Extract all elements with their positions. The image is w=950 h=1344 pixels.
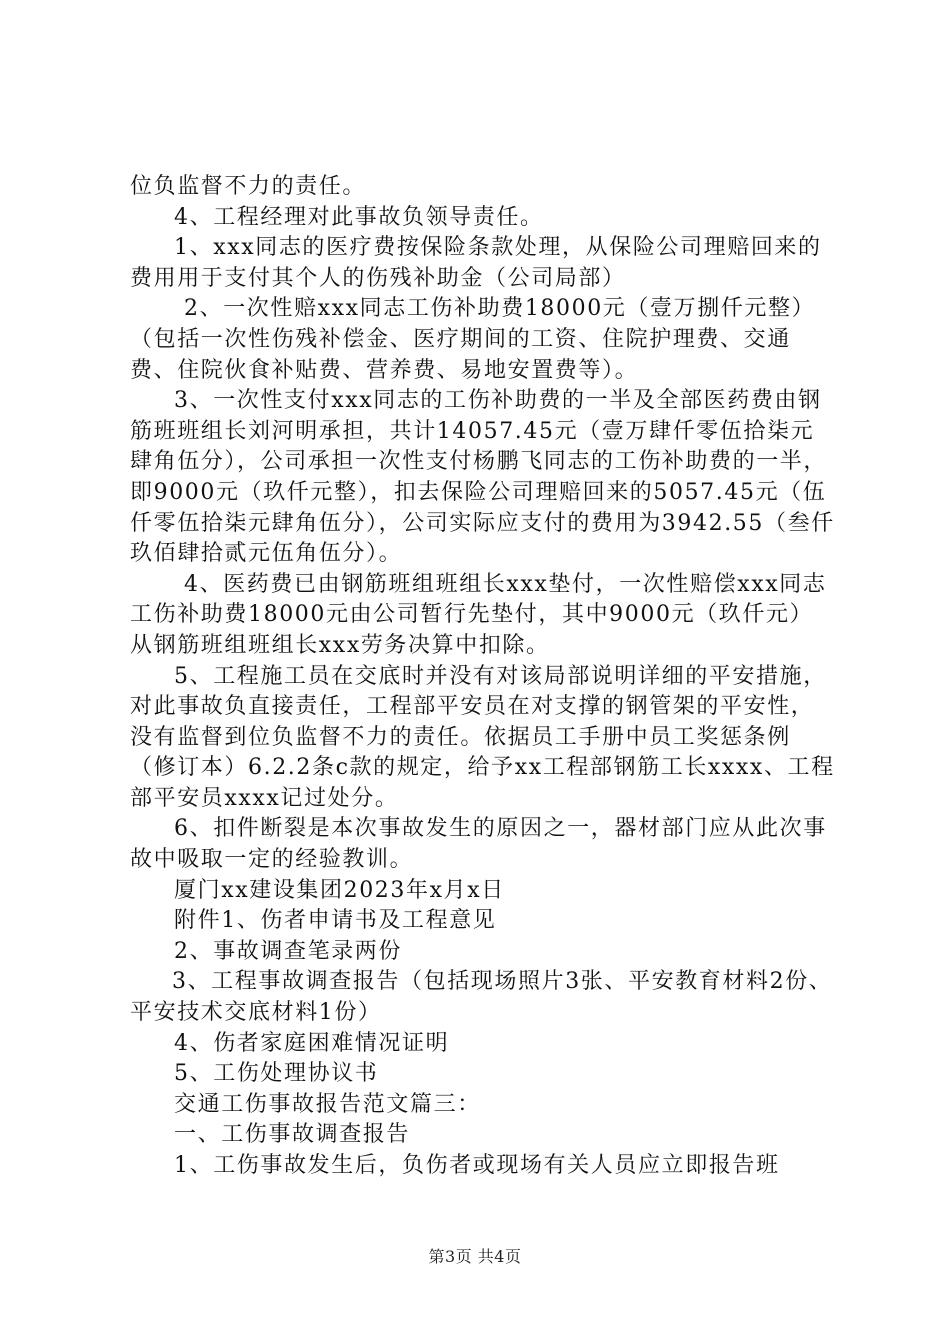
paragraph-7: 5、工程施工员在交底时并没有对该局部说明详细的平安措施，对此事故负直接责任，工程部平安员在对支撑的钢管架的平安性，没有监督到位负监督不力的责任。依据员工手册中员工奖惩条例（修订本）6.2.2条c款的规定，给予xx工程部钢筋工长xxxx、工程部平安员xxxx记过处分。 — [130, 663, 835, 811]
attachment-5: 5、工伤处理协议书 — [174, 1061, 379, 1087]
attachment-2: 2、事故调查笔录两份 — [174, 938, 402, 964]
attachment-3: 3、工程事故调查报告（包括现场照片3张、平安教育材料2份、平安技术交底材料1份） — [130, 969, 833, 1026]
section-heading: 一、工伤事故调查报告 — [174, 1122, 411, 1148]
section-title: 交通工伤事故报告范文篇三： — [174, 1091, 481, 1117]
paragraph-2: 4、工程经理对此事故负领导责任。 — [174, 204, 544, 230]
paragraph-3: 1、xxx同志的医疗费按保险条款处理，从保险公司理赔回来的费用用于支付其个人的伤残补助金（公司局部） — [130, 235, 822, 291]
attachment-1: 附件1、伤者申请书及工程意见 — [174, 908, 497, 934]
signature-line: 厦门xx建设集团2023年x月x日 — [174, 877, 505, 903]
paragraph-4: 2、一次性赔xxx同志工伤补助费18000元（壹万捌仟元整）（包括一次性伤残补偿金、医疗期间的工资、住院护理费、交通费、住院伙食补贴费、营养费、易地安置费等）。 — [130, 296, 816, 383]
paragraph-last: 1、工伤事故发生后，负伤者或现场有关人员应立即报告班 — [174, 1153, 780, 1178]
attachment-4: 4、伤者家庭困难情况证明 — [174, 1030, 450, 1056]
paragraph-6: 4、医药费已由钢筋班组班组长xxx垫付，一次性赔偿xxx同志工伤补助费18000元由公司暂行先垫付，其中9000元（玖仟元）从钢筋班组班组长xxx劳务决算中扣除。 — [130, 571, 827, 658]
paragraph-5: 3、一次性支付xxx同志的工伤补助费的一半及全部医药费由钢筋班班组长刘河明承担，共计14057.45元（壹万肆仟零伍拾柒元肆角伍分），公司承担一次性支付杨鹏飞同志的工伤补助费的一半，即9000元（玖仟元整），扣去保险公司理赔回来的5057.45元（伍仟零伍拾柒元肆角伍分），公司实际应支付的费用为3942.55（叁仟玖佰肆拾贰元伍角伍分）。 — [130, 388, 835, 567]
page-footer: 第3页 共4页 — [428, 1247, 522, 1266]
paragraph-1: 位负监督不力的责任。 — [130, 174, 367, 199]
document-body — [130, 172, 835, 1182]
paragraph-8: 6、扣件断裂是本次事故发生的原因之一，器材部门应从此次事故中吸取一定的经验教训。 — [130, 816, 827, 873]
